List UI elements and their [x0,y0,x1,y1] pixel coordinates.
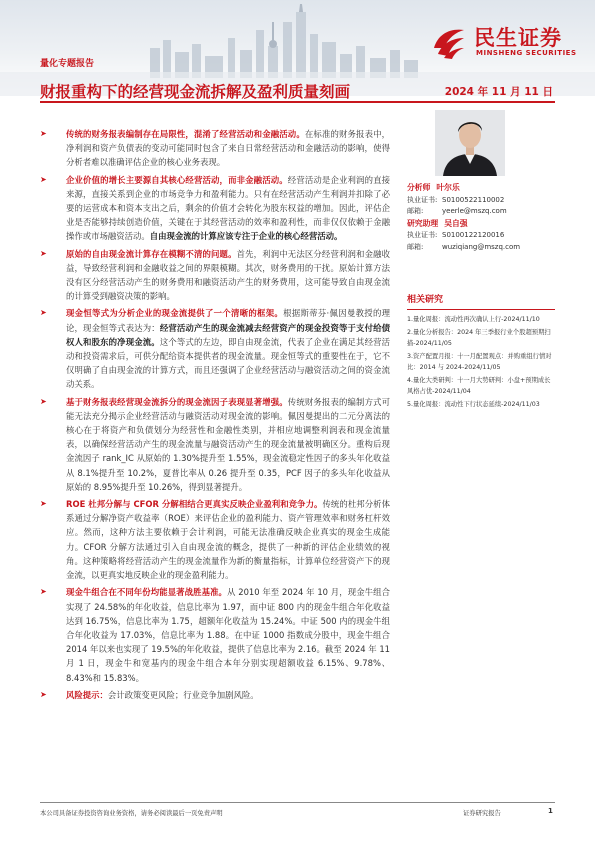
assistant-license-row [407,230,555,242]
bullet-arrow-icon: ➤ [40,689,47,699]
analyst-role: 分析师 [407,183,431,192]
bullet-arrow-icon: ➤ [40,308,47,318]
report-title: 财报重构下的经营现金流拆解及盈利质量刻画 [40,83,351,101]
bullet-arrow-icon: ➤ [40,587,47,597]
analyst-email-link[interactable]: yeerle@mszq.com [442,207,507,215]
bullet-lead: 企业价值的增长主要源自其核心经营活动，而非金融活动。 [66,174,288,185]
logo-english-text: MINSHENG SECURITIES [476,49,577,57]
analyst-portrait-icon [435,110,505,176]
license-number: S0100522110002 [442,195,505,204]
summary-bullet [40,497,390,582]
bullet-body: 会计政策变更风险；行业竞争加剧风险。 [107,689,259,700]
bullet-lead: 原始的自由现金流计算存在模糊不清的问题。 [66,248,237,259]
summary-bullet [40,585,390,684]
summary-bullet [40,395,390,494]
logo-chinese-text: 民生证券 [474,26,562,50]
bullet-emphasis: 经营活动产生的现金流减去经营资产的现金投资等于支付给债权人和股东的净现金流。 [66,322,391,347]
bullet-body: 在标准的财务报表中，净利润和资产负债表的变动可能同时包含了来自日常经营活动和金融活动的影响，使得分析者难以准确评估企业的核心业务表现。 [66,129,391,168]
bullet-lead: 现金牛组合在不同年份均能显著战胜基准。 [66,587,228,598]
related-research-item[interactable]: 1.量化周报：流动性再次确认上行-2024/11/10 [407,316,540,323]
analyst-email-row [407,206,555,218]
bullet-lead: 风险提示： [66,689,108,700]
analyst-license-row [407,195,555,207]
email-label: 邮箱: [407,242,424,251]
license-label: 执业证书: [407,231,438,239]
assistant-email-link[interactable]: wuziqiang@mszq.com [442,242,521,251]
related-research-title: 相关研究 [407,292,555,310]
related-research-item[interactable]: 3.资产配置月报：十一月配置观点：并购重组行情对比：2014 与 2024-2024/11/05 [407,352,552,371]
bullet-body: 根据斯蒂芬·佩因曼教授的理论，现金恒等式表达为： [66,308,391,333]
summary-bullet [40,688,390,702]
related-research [407,292,555,411]
bullet-lead: ROE 杜邦分解与 CFOR 分解相结合更真实反映企业盈利和竞争力。 [66,499,323,510]
bullet-body: 经营活动是企业利润的直接来源，直接关系到企业的市场竞争力和盈利能力。只有在经营活动产生利润并扣除了必要的运营成本和资本支出之后，剩余的价值才会转化为股东权益的增加。因此，评估企业是否能够持续创造价值，关键在于其经营活动的效率和盈利性，而非仅仅依赖于金融操作或市场融资活动。 [66,174,391,242]
bullet-emphasis: 自由现金流的计算应该专注于企业的核心经营活动。 [149,231,343,242]
minsheng-logo-icon [430,22,468,60]
bullet-body: 传统的杜邦分析体系通过分解净资产收益率（ROE）来评估企业的盈利能力、资产管理效率和财务杠杆效应。然而，这种方法主要依赖于会计利润，可能无法准确反映企业真实的现金生成能力。CFOR 分解方法通过引入自由现金流的概念，提供了一种新的评估企业绩效的视角。这种策略将经营活动产生的现金流量作为新的衡量指标，计算单位经营资产下的现金流，以更真实地反映企业的现金盈利能力。 [66,499,390,581]
analyst-info [407,182,555,253]
bullet-lead: 传统的财务报表编制存在局限性，混淆了经营活动和金融活动。 [66,129,305,139]
analyst-name: 叶尔乐 [436,183,460,192]
bullet-tail: 这个等式的左边，即自由现金流，代表了企业在满足其经营活动和投资需求后，可供分配给资本提供者的现金流量。现金恒等式的重要性在于，它不仅明确了自由现金流的计算方式，而且还强调了企业经营活动与融资活动之间的资金流动关系。 [66,336,391,390]
assistant-email-row [407,242,555,254]
assistant-name-row [407,218,555,231]
report-date: 2024 年 11 月 11 日 [444,86,553,98]
footer-report-label: 证券研究报告 [463,810,501,817]
page-number: 1 [548,807,553,815]
minsheng-securities-logo [430,20,590,64]
bullet-arrow-icon: ➤ [40,174,47,184]
summary-bullet [40,247,390,304]
bullet-arrow-icon: ➤ [40,396,47,406]
bullet-body: 从 2010 年至 2024 年 10 月，现金牛组合实现了 24.58%的年化收益，信息比率为 1.97，而中证 800 内的现金牛组合年化收益达到 16.75%，信息比率为 1.75，超额年化收益为 15.24%。中证 500 内的现金牛组合年化收益为 17.03%，信息比率为 1.88。在中证 1000 指数成分股中，现金牛组合 2014 年以来也实现了 19.5%的年化收益，提供了信息比率为 2.16。截至 2024 年 11 月 1 日，现金牛和宽基内的现金牛组合本年分别实现超额收益 6.15%、9.78%、8.43%和 15.83%。 [66,587,390,683]
license-number: S0100122120016 [442,231,505,239]
title-divider [40,101,555,103]
email-label: 邮箱: [407,207,424,215]
summary-bullet [40,173,390,244]
summary-bullet [40,127,390,170]
related-research-item[interactable]: 2.量化分析报告：2024 年三季报行业个股超预期扫描-2024/11/05 [407,328,551,347]
assistant-name: 吴自强 [444,218,468,228]
summary-bullet [40,306,390,391]
report-type-label: 量化专题报告 [40,59,95,69]
assistant-role: 研究助理 [407,218,439,228]
footer-divider [40,802,555,803]
bullet-lead: 基于财务报表经营现金流拆分的现金流因子表现显著增强。 [66,396,288,407]
bullet-body: 传统财务报表的编制方式可能无法充分揭示企业经营活动与融资活动对现金流的影响。佩因曼提出的二元分离法的核心在于将资产和负债划分为经营性和金融性类别，并相应地调整利润表和现金流量表，以确保经营活动产生的现金流量与融资活动产生的现金流量被明确区分。重构后现金流因子 rank_IC 从原始的 1.30%提升至 1.55%，现金流稳定性因子的多头年化收益从 8.1%提升至 10.2%，夏普比率从 0.26 提升至 0.35，PCF 因子的多头年化收益从原始的 8.95%提升至 10.26%，得到显著提升。 [66,396,391,492]
footer-disclaimer: 本公司具备证券投资咨询业务资格，请务必阅读最后一页免责声明 [40,810,223,817]
bullet-arrow-icon: ➤ [40,499,47,509]
bullet-lead: 现金恒等式为分析企业的现金流提供了一个清晰的框架。 [66,308,284,319]
analyst-photo [435,110,505,176]
analyst-name-row [407,182,555,195]
bullet-arrow-icon: ➤ [40,129,47,138]
summary-column [40,127,390,705]
related-research-item[interactable]: 5.量化周报：流动性下行状态延续-2024/11/03 [407,400,540,408]
bullet-body: 首先，利润中无法区分经营利润和金融收益，导致经营利润和金融收益之间的界限模糊。其次，财务费用的干扰。原始计算方法没有区分经营活动产生的财务费用和融资活动产生的财务费用，这可能导致自由现金流的计算受到融资决策的影响。 [66,248,391,302]
bullet-arrow-icon: ➤ [40,248,47,258]
related-research-item[interactable]: 4.量化大类研判：十一月大势研判：小盘+预期成长风格占优-2024/11/04 [407,376,551,395]
license-label: 执业证书: [407,195,438,204]
